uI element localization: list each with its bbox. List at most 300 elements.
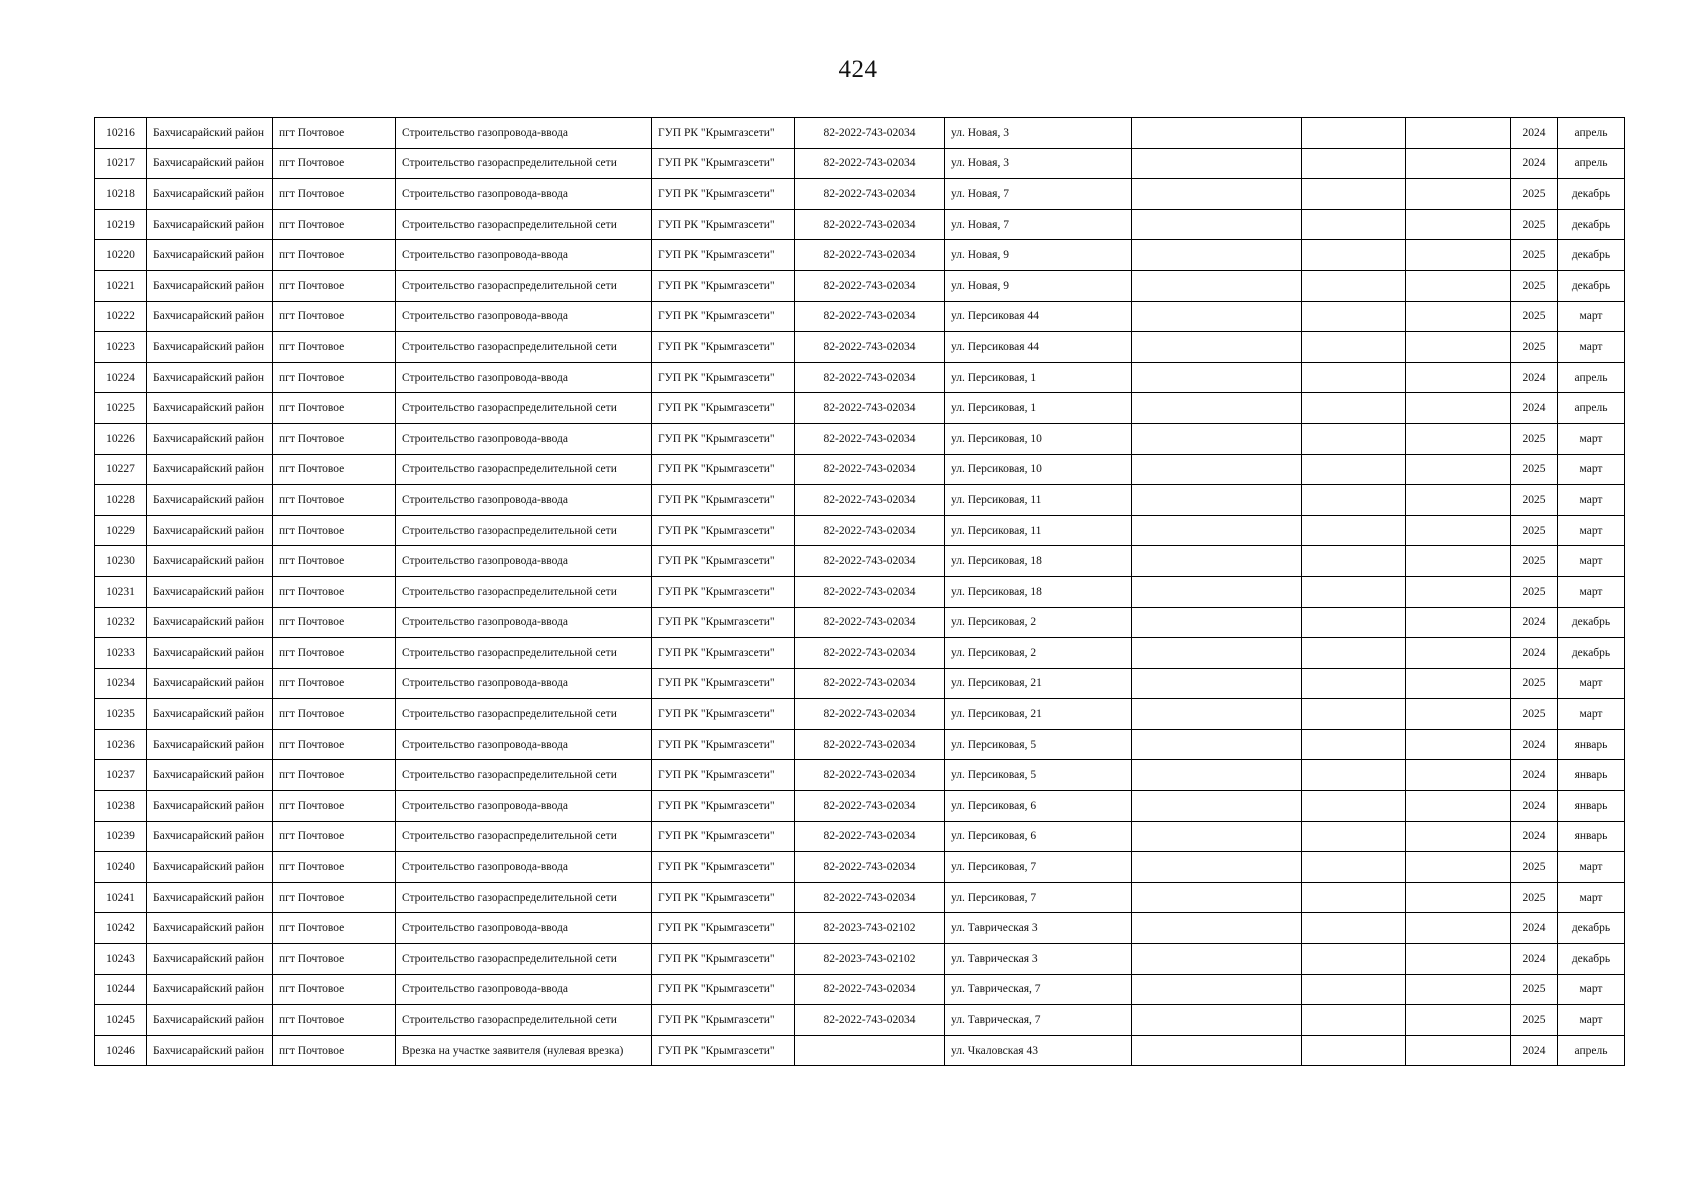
cadastre-number-cell: 82-2022-743-02034	[795, 209, 945, 240]
district-cell: Бахчисарайский район	[147, 118, 273, 149]
row-number: 10225	[95, 393, 147, 424]
month-cell: март	[1558, 699, 1625, 730]
empty-cell	[1302, 974, 1406, 1005]
empty-cell	[1132, 913, 1302, 944]
empty-cell	[1302, 209, 1406, 240]
empty-cell	[1406, 270, 1511, 301]
empty-cell	[1302, 882, 1406, 913]
district-cell: Бахчисарайский район	[147, 301, 273, 332]
table-row	[95, 852, 1625, 883]
empty-cell	[1132, 974, 1302, 1005]
row-number: 10232	[95, 607, 147, 638]
table-row	[95, 209, 1625, 240]
year-cell: 2025	[1511, 332, 1558, 363]
empty-cell	[1406, 301, 1511, 332]
organization-cell: ГУП РК "Крымгазсети"	[652, 1005, 795, 1036]
empty-cell	[1132, 1035, 1302, 1066]
month-cell: декабрь	[1558, 638, 1625, 669]
table-row	[95, 791, 1625, 822]
work-type-cell: Строительство газораспределительной сети	[396, 332, 652, 363]
row-number: 10231	[95, 576, 147, 607]
settlement-cell: пгт Почтовое	[273, 423, 396, 454]
address-cell: ул. Персиковая, 10	[945, 454, 1132, 485]
organization-cell: ГУП РК "Крымгазсети"	[652, 852, 795, 883]
organization-cell: ГУП РК "Крымгазсети"	[652, 882, 795, 913]
empty-cell	[1406, 699, 1511, 730]
month-cell: март	[1558, 852, 1625, 883]
empty-cell	[1406, 454, 1511, 485]
empty-cell	[1406, 362, 1511, 393]
month-cell: март	[1558, 515, 1625, 546]
empty-cell	[1406, 209, 1511, 240]
empty-cell	[1132, 821, 1302, 852]
cadastre-number-cell: 82-2022-743-02034	[795, 760, 945, 791]
empty-cell	[1132, 760, 1302, 791]
district-cell: Бахчисарайский район	[147, 240, 273, 271]
year-cell: 2025	[1511, 209, 1558, 240]
month-cell: декабрь	[1558, 913, 1625, 944]
settlement-cell: пгт Почтовое	[273, 576, 396, 607]
settlement-cell: пгт Почтовое	[273, 974, 396, 1005]
month-cell: январь	[1558, 821, 1625, 852]
year-cell: 2025	[1511, 454, 1558, 485]
row-number: 10226	[95, 423, 147, 454]
empty-cell	[1406, 485, 1511, 516]
district-cell: Бахчисарайский район	[147, 423, 273, 454]
settlement-cell: пгт Почтовое	[273, 668, 396, 699]
settlement-cell: пгт Почтовое	[273, 944, 396, 975]
table-row	[95, 760, 1625, 791]
year-cell: 2024	[1511, 944, 1558, 975]
empty-cell	[1302, 270, 1406, 301]
address-cell: ул. Персиковая 44	[945, 301, 1132, 332]
year-cell: 2024	[1511, 393, 1558, 424]
month-cell: март	[1558, 454, 1625, 485]
address-cell: ул. Персиковая, 1	[945, 393, 1132, 424]
empty-cell	[1132, 576, 1302, 607]
address-cell: ул. Персиковая, 2	[945, 607, 1132, 638]
address-cell: ул. Персиковая, 7	[945, 852, 1132, 883]
year-cell: 2025	[1511, 882, 1558, 913]
work-type-cell: Строительство газопровода-ввода	[396, 118, 652, 149]
table-row	[95, 913, 1625, 944]
settlement-cell: пгт Почтовое	[273, 882, 396, 913]
organization-cell: ГУП РК "Крымгазсети"	[652, 729, 795, 760]
empty-cell	[1302, 423, 1406, 454]
month-cell: март	[1558, 1005, 1625, 1036]
table-row	[95, 1035, 1625, 1066]
work-type-cell: Строительство газораспределительной сети	[396, 576, 652, 607]
organization-cell: ГУП РК "Крымгазсети"	[652, 791, 795, 822]
settlement-cell: пгт Почтовое	[273, 332, 396, 363]
district-cell: Бахчисарайский район	[147, 485, 273, 516]
settlement-cell: пгт Почтовое	[273, 546, 396, 577]
empty-cell	[1132, 882, 1302, 913]
address-cell: ул. Новая, 7	[945, 209, 1132, 240]
cadastre-number-cell: 82-2023-743-02102	[795, 913, 945, 944]
empty-cell	[1406, 179, 1511, 210]
address-cell: ул. Персиковая, 18	[945, 546, 1132, 577]
year-cell: 2025	[1511, 423, 1558, 454]
settlement-cell: пгт Почтовое	[273, 148, 396, 179]
organization-cell: ГУП РК "Крымгазсети"	[652, 454, 795, 485]
table-row	[95, 515, 1625, 546]
month-cell: апрель	[1558, 393, 1625, 424]
empty-cell	[1302, 454, 1406, 485]
empty-cell	[1406, 760, 1511, 791]
address-cell: ул. Персиковая, 18	[945, 576, 1132, 607]
organization-cell: ГУП РК "Крымгазсети"	[652, 546, 795, 577]
page-number: 424	[838, 56, 878, 83]
empty-cell	[1132, 546, 1302, 577]
work-type-cell: Строительство газораспределительной сети	[396, 699, 652, 730]
address-cell: ул. Персиковая, 5	[945, 729, 1132, 760]
empty-cell	[1132, 270, 1302, 301]
empty-cell	[1406, 546, 1511, 577]
row-number: 10240	[95, 852, 147, 883]
empty-cell	[1406, 607, 1511, 638]
settlement-cell: пгт Почтовое	[273, 821, 396, 852]
empty-cell	[1132, 362, 1302, 393]
empty-cell	[1302, 944, 1406, 975]
address-cell: ул. Персиковая, 6	[945, 821, 1132, 852]
year-cell: 2024	[1511, 118, 1558, 149]
address-cell: ул. Новая, 7	[945, 179, 1132, 210]
settlement-cell: пгт Почтовое	[273, 209, 396, 240]
empty-cell	[1132, 668, 1302, 699]
organization-cell: ГУП РК "Крымгазсети"	[652, 638, 795, 669]
address-cell: ул. Персиковая, 11	[945, 515, 1132, 546]
cadastre-number-cell: 82-2022-743-02034	[795, 638, 945, 669]
empty-cell	[1302, 852, 1406, 883]
row-number: 10233	[95, 638, 147, 669]
settlement-cell: пгт Почтовое	[273, 301, 396, 332]
cadastre-number-cell: 82-2022-743-02034	[795, 607, 945, 638]
row-number: 10238	[95, 791, 147, 822]
cadastre-number-cell: 82-2022-743-02034	[795, 332, 945, 363]
organization-cell: ГУП РК "Крымгазсети"	[652, 760, 795, 791]
table-row	[95, 882, 1625, 913]
district-cell: Бахчисарайский район	[147, 270, 273, 301]
empty-cell	[1406, 240, 1511, 271]
row-number: 10227	[95, 454, 147, 485]
table-row	[95, 362, 1625, 393]
table-row	[95, 576, 1625, 607]
cadastre-number-cell: 82-2022-743-02034	[795, 270, 945, 301]
address-cell: ул. Таврическая, 7	[945, 974, 1132, 1005]
settlement-cell: пгт Почтовое	[273, 485, 396, 516]
cadastre-number-cell: 82-2022-743-02034	[795, 852, 945, 883]
settlement-cell: пгт Почтовое	[273, 454, 396, 485]
empty-cell	[1132, 148, 1302, 179]
year-cell: 2024	[1511, 821, 1558, 852]
month-cell: апрель	[1558, 362, 1625, 393]
empty-cell	[1302, 913, 1406, 944]
table-row	[95, 821, 1625, 852]
empty-cell	[1406, 821, 1511, 852]
month-cell: декабрь	[1558, 179, 1625, 210]
address-cell: ул. Персиковая, 2	[945, 638, 1132, 669]
address-cell: ул. Персиковая, 11	[945, 485, 1132, 516]
district-cell: Бахчисарайский район	[147, 760, 273, 791]
cadastre-number-cell: 82-2022-743-02034	[795, 301, 945, 332]
work-type-cell: Строительство газопровода-ввода	[396, 852, 652, 883]
work-type-cell: Строительство газопровода-ввода	[396, 546, 652, 577]
organization-cell: ГУП РК "Крымгазсети"	[652, 423, 795, 454]
registry-body	[95, 118, 1625, 1066]
month-cell: декабрь	[1558, 270, 1625, 301]
empty-cell	[1132, 332, 1302, 363]
table-row	[95, 301, 1625, 332]
cadastre-number-cell: 82-2023-743-02102	[795, 944, 945, 975]
table-row	[95, 485, 1625, 516]
month-cell: март	[1558, 332, 1625, 363]
month-cell: декабрь	[1558, 209, 1625, 240]
settlement-cell: пгт Почтовое	[273, 362, 396, 393]
cadastre-number-cell: 82-2022-743-02034	[795, 668, 945, 699]
work-type-cell: Строительство газопровода-ввода	[396, 791, 652, 822]
organization-cell: ГУП РК "Крымгазсети"	[652, 148, 795, 179]
row-number: 10220	[95, 240, 147, 271]
year-cell: 2025	[1511, 270, 1558, 301]
row-number: 10228	[95, 485, 147, 516]
month-cell: апрель	[1558, 148, 1625, 179]
month-cell: декабрь	[1558, 944, 1625, 975]
cadastre-number-cell: 82-2022-743-02034	[795, 148, 945, 179]
empty-cell	[1132, 454, 1302, 485]
empty-cell	[1406, 118, 1511, 149]
settlement-cell: пгт Почтовое	[273, 760, 396, 791]
empty-cell	[1132, 393, 1302, 424]
row-number: 10237	[95, 760, 147, 791]
row-number: 10245	[95, 1005, 147, 1036]
empty-cell	[1132, 301, 1302, 332]
district-cell: Бахчисарайский район	[147, 515, 273, 546]
settlement-cell: пгт Почтовое	[273, 729, 396, 760]
cadastre-number-cell: 82-2022-743-02034	[795, 485, 945, 516]
settlement-cell: пгт Почтовое	[273, 699, 396, 730]
year-cell: 2025	[1511, 485, 1558, 516]
district-cell: Бахчисарайский район	[147, 699, 273, 730]
settlement-cell: пгт Почтовое	[273, 638, 396, 669]
year-cell: 2024	[1511, 760, 1558, 791]
empty-cell	[1302, 546, 1406, 577]
empty-cell	[1302, 332, 1406, 363]
organization-cell: ГУП РК "Крымгазсети"	[652, 118, 795, 149]
month-cell: март	[1558, 423, 1625, 454]
work-type-cell: Строительство газопровода-ввода	[396, 974, 652, 1005]
empty-cell	[1406, 1035, 1511, 1066]
district-cell: Бахчисарайский район	[147, 913, 273, 944]
empty-cell	[1406, 515, 1511, 546]
empty-cell	[1406, 1005, 1511, 1036]
year-cell: 2024	[1511, 729, 1558, 760]
work-type-cell: Строительство газопровода-ввода	[396, 729, 652, 760]
address-cell: ул. Таврическая, 7	[945, 1005, 1132, 1036]
month-cell: март	[1558, 882, 1625, 913]
district-cell: Бахчисарайский район	[147, 638, 273, 669]
district-cell: Бахчисарайский район	[147, 1035, 273, 1066]
district-cell: Бахчисарайский район	[147, 393, 273, 424]
work-type-cell: Строительство газораспределительной сети	[396, 882, 652, 913]
district-cell: Бахчисарайский район	[147, 576, 273, 607]
table-row	[95, 454, 1625, 485]
work-type-cell: Строительство газораспределительной сети	[396, 1005, 652, 1036]
cadastre-number-cell: 82-2022-743-02034	[795, 423, 945, 454]
empty-cell	[1132, 209, 1302, 240]
empty-cell	[1302, 1035, 1406, 1066]
table-row	[95, 1005, 1625, 1036]
settlement-cell: пгт Почтовое	[273, 393, 396, 424]
organization-cell: ГУП РК "Крымгазсети"	[652, 209, 795, 240]
row-number: 10243	[95, 944, 147, 975]
cadastre-number-cell: 82-2022-743-02034	[795, 576, 945, 607]
district-cell: Бахчисарайский район	[147, 546, 273, 577]
month-cell: апрель	[1558, 1035, 1625, 1066]
district-cell: Бахчисарайский район	[147, 974, 273, 1005]
empty-cell	[1406, 944, 1511, 975]
year-cell: 2025	[1511, 240, 1558, 271]
empty-cell	[1406, 393, 1511, 424]
year-cell: 2025	[1511, 852, 1558, 883]
address-cell: ул. Чкаловская 43	[945, 1035, 1132, 1066]
table-row	[95, 270, 1625, 301]
empty-cell	[1302, 1005, 1406, 1036]
table-row	[95, 974, 1625, 1005]
work-type-cell: Строительство газораспределительной сети	[396, 270, 652, 301]
table-row	[95, 699, 1625, 730]
work-type-cell: Строительство газораспределительной сети	[396, 454, 652, 485]
month-cell: январь	[1558, 729, 1625, 760]
year-cell: 2025	[1511, 576, 1558, 607]
month-cell: декабрь	[1558, 240, 1625, 271]
organization-cell: ГУП РК "Крымгазсети"	[652, 515, 795, 546]
organization-cell: ГУП РК "Крымгазсети"	[652, 668, 795, 699]
district-cell: Бахчисарайский район	[147, 729, 273, 760]
month-cell: апрель	[1558, 118, 1625, 149]
year-cell: 2025	[1511, 668, 1558, 699]
year-cell: 2025	[1511, 699, 1558, 730]
address-cell: ул. Персиковая, 21	[945, 668, 1132, 699]
settlement-cell: пгт Почтовое	[273, 791, 396, 822]
work-type-cell: Строительство газопровода-ввода	[396, 423, 652, 454]
settlement-cell: пгт Почтовое	[273, 240, 396, 271]
empty-cell	[1302, 118, 1406, 149]
address-cell: ул. Таврическая 3	[945, 913, 1132, 944]
settlement-cell: пгт Почтовое	[273, 913, 396, 944]
district-cell: Бахчисарайский район	[147, 148, 273, 179]
row-number: 10217	[95, 148, 147, 179]
work-type-cell: Врезка на участке заявителя (нулевая врезка)	[396, 1035, 652, 1066]
work-type-cell: Строительство газораспределительной сети	[396, 209, 652, 240]
table-row	[95, 668, 1625, 699]
year-cell: 2024	[1511, 148, 1558, 179]
empty-cell	[1132, 179, 1302, 210]
empty-cell	[1302, 699, 1406, 730]
year-cell: 2024	[1511, 913, 1558, 944]
district-cell: Бахчисарайский район	[147, 209, 273, 240]
year-cell: 2024	[1511, 362, 1558, 393]
settlement-cell: пгт Почтовое	[273, 607, 396, 638]
organization-cell: ГУП РК "Крымгазсети"	[652, 240, 795, 271]
row-number: 10239	[95, 821, 147, 852]
empty-cell	[1132, 607, 1302, 638]
organization-cell: ГУП РК "Крымгазсети"	[652, 576, 795, 607]
row-number: 10216	[95, 118, 147, 149]
table-row	[95, 393, 1625, 424]
table-row	[95, 423, 1625, 454]
year-cell: 2025	[1511, 1005, 1558, 1036]
cadastre-number-cell	[795, 1035, 945, 1066]
empty-cell	[1302, 515, 1406, 546]
year-cell: 2024	[1511, 1035, 1558, 1066]
cadastre-number-cell: 82-2022-743-02034	[795, 454, 945, 485]
empty-cell	[1302, 179, 1406, 210]
table-row	[95, 729, 1625, 760]
settlement-cell: пгт Почтовое	[273, 1005, 396, 1036]
organization-cell: ГУП РК "Крымгазсети"	[652, 393, 795, 424]
empty-cell	[1302, 393, 1406, 424]
month-cell: март	[1558, 485, 1625, 516]
organization-cell: ГУП РК "Крымгазсети"	[652, 607, 795, 638]
year-cell: 2025	[1511, 301, 1558, 332]
month-cell: март	[1558, 301, 1625, 332]
work-type-cell: Строительство газопровода-ввода	[396, 301, 652, 332]
district-cell: Бахчисарайский район	[147, 607, 273, 638]
cadastre-number-cell: 82-2022-743-02034	[795, 974, 945, 1005]
empty-cell	[1132, 638, 1302, 669]
row-number: 10230	[95, 546, 147, 577]
cadastre-number-cell: 82-2022-743-02034	[795, 729, 945, 760]
empty-cell	[1406, 729, 1511, 760]
month-cell: январь	[1558, 760, 1625, 791]
empty-cell	[1302, 607, 1406, 638]
year-cell: 2024	[1511, 638, 1558, 669]
empty-cell	[1406, 148, 1511, 179]
empty-cell	[1406, 882, 1511, 913]
month-cell: январь	[1558, 791, 1625, 822]
empty-cell	[1132, 118, 1302, 149]
district-cell: Бахчисарайский район	[147, 882, 273, 913]
organization-cell: ГУП РК "Крымгазсети"	[652, 179, 795, 210]
empty-cell	[1302, 638, 1406, 669]
cadastre-number-cell: 82-2022-743-02034	[795, 791, 945, 822]
table-row	[95, 240, 1625, 271]
address-cell: ул. Персиковая, 1	[945, 362, 1132, 393]
settlement-cell: пгт Почтовое	[273, 852, 396, 883]
district-cell: Бахчисарайский район	[147, 852, 273, 883]
work-type-cell: Строительство газораспределительной сети	[396, 638, 652, 669]
district-cell: Бахчисарайский район	[147, 1005, 273, 1036]
year-cell: 2024	[1511, 791, 1558, 822]
district-cell: Бахчисарайский район	[147, 332, 273, 363]
month-cell: декабрь	[1558, 607, 1625, 638]
registry-table	[94, 117, 1625, 1066]
row-number: 10236	[95, 729, 147, 760]
table-row	[95, 638, 1625, 669]
cadastre-number-cell: 82-2022-743-02034	[795, 821, 945, 852]
address-cell: ул. Новая, 9	[945, 270, 1132, 301]
empty-cell	[1406, 852, 1511, 883]
address-cell: ул. Персиковая, 21	[945, 699, 1132, 730]
table-row	[95, 118, 1625, 149]
row-number: 10246	[95, 1035, 147, 1066]
cadastre-number-cell: 82-2022-743-02034	[795, 546, 945, 577]
settlement-cell: пгт Почтовое	[273, 118, 396, 149]
row-number: 10219	[95, 209, 147, 240]
address-cell: ул. Персиковая, 7	[945, 882, 1132, 913]
cadastre-number-cell: 82-2022-743-02034	[795, 362, 945, 393]
